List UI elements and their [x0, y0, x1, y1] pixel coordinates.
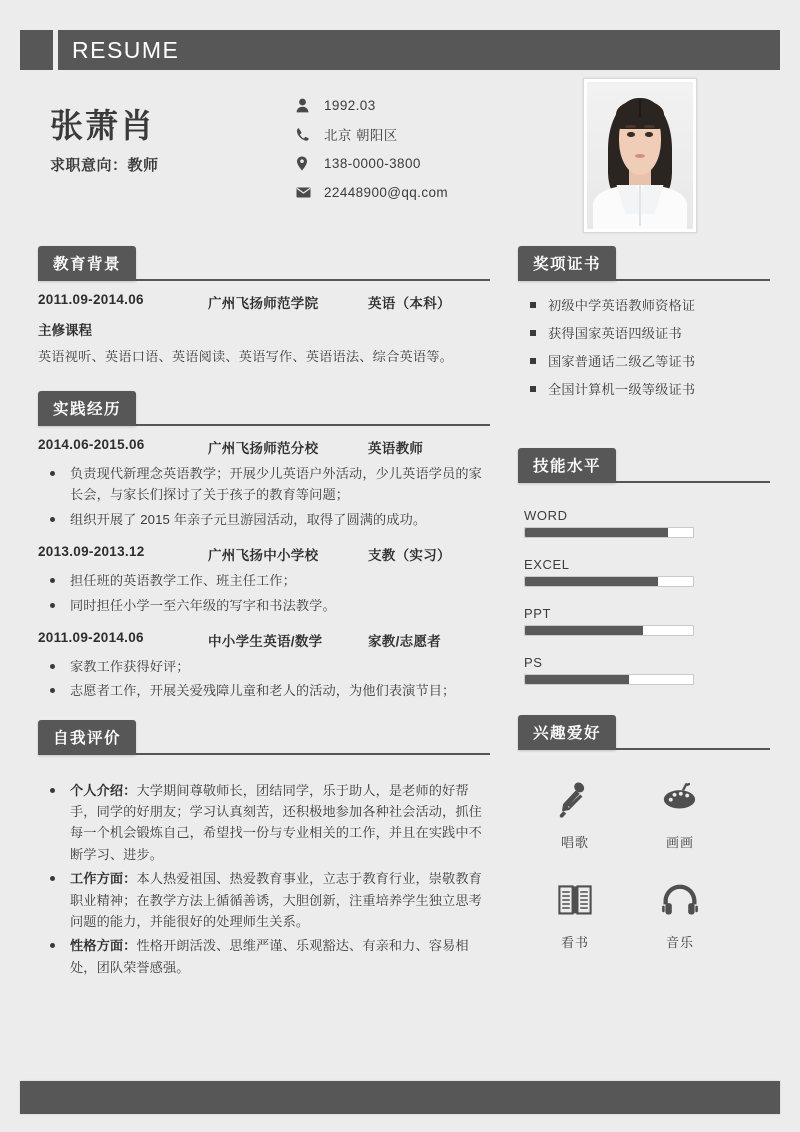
list-item: 初级中学英语教师资格证: [518, 296, 770, 315]
experience-bullet-list: [38, 656, 490, 702]
education-major: 英语（本科）: [368, 296, 451, 311]
experience-organization: 广州飞扬师范分校: [208, 441, 319, 456]
experience-entry: [38, 544, 490, 616]
education-organization: 广州飞扬师范学院: [208, 296, 319, 311]
skill-label: WORD: [524, 507, 568, 523]
experience-role: 支教（实习）: [368, 548, 451, 564]
section-badge-label: 教育背景: [38, 246, 136, 281]
section-badge-label: 奖项证书: [518, 246, 616, 281]
contact-value: 1992.03: [324, 97, 376, 113]
avatar: [587, 82, 693, 229]
skill-progress-fill: [525, 626, 643, 635]
header-bar: [20, 30, 780, 70]
skill-progress-track: [524, 527, 694, 538]
evaluation-label: 性格方面：: [70, 938, 137, 954]
experience-date: 2013.09-2013.12: [38, 544, 145, 560]
hobby-item-reading: [532, 877, 618, 951]
section-heading-self-evaluation: [38, 720, 490, 758]
footer-bar: [20, 1081, 780, 1114]
skill-progress-track: [524, 625, 694, 636]
experience-entry: [38, 437, 490, 530]
header-accent-block: [20, 30, 53, 70]
skill-label: PS: [524, 654, 543, 670]
hobby-label: 画画: [665, 834, 694, 850]
list-item: 负责现代新理念英语教学；开展少儿英语户外活动，少儿英语学员的家长会，与家长们探讨了关于孩子的教育等问题；: [38, 463, 490, 506]
skill-progress-track: [524, 674, 694, 685]
section-heading-awards: [518, 246, 770, 284]
list-item: [38, 780, 490, 866]
experience-entry: [38, 630, 490, 702]
skill-item-ppt: [524, 606, 770, 636]
envelope-icon: [296, 183, 318, 201]
evaluation-label: 个人介绍：: [70, 782, 137, 798]
right-column: [518, 246, 770, 951]
list-item: 担任班的英语教学工作、班主任工作；: [38, 570, 490, 591]
skill-item-word: [524, 508, 770, 538]
section-awards: [518, 246, 770, 400]
section-education: [38, 246, 490, 365]
section-heading-education: [38, 246, 490, 284]
skill-progress-fill: [525, 528, 668, 537]
education-entry-row: [38, 292, 490, 312]
section-self-evaluation: [38, 720, 490, 978]
education-courses-text: 英语视听、英语口语、英语阅读、英语写作、英语语法、综合英语等。: [38, 349, 454, 364]
location-pin-icon: [296, 154, 318, 172]
list-item: 志愿者工作，开展关爱残障儿童和老人的活动，为他们表演节目；: [38, 680, 490, 701]
candidate-name: 张萧肖: [50, 107, 155, 144]
education-courses-label: 主修课程: [38, 323, 92, 338]
person-icon: [296, 96, 318, 114]
experience-entry-row: [38, 437, 490, 457]
experience-role: 家教/志愿者: [368, 633, 442, 649]
skill-label: EXCEL: [524, 556, 570, 572]
section-heading-skills: [518, 448, 770, 486]
hobby-label: 看书: [560, 934, 589, 950]
experience-date: 2011.09-2014.06: [38, 629, 144, 645]
list-item: [38, 935, 490, 978]
microphone-icon: [557, 777, 593, 823]
section-badge-label: 实践经历: [38, 391, 136, 426]
experience-organization: 广州飞扬中小学校: [208, 548, 319, 564]
section-badge-label: 自我评价: [38, 720, 136, 755]
experience-organization: 中小学生英语/数学: [208, 633, 323, 649]
hobby-label: 音乐: [665, 934, 694, 950]
hobby-item-music: [637, 877, 723, 951]
page-title: RESUME: [72, 36, 180, 63]
hobby-label: 唱歌: [560, 834, 589, 850]
section-badge-label: 兴趣爱好: [518, 715, 616, 750]
section-badge-label: 技能水平: [518, 448, 616, 483]
skill-item-ps: [524, 655, 770, 685]
book-icon: [557, 877, 593, 923]
skill-progress-track: [524, 576, 694, 587]
contact-value: 138-0000-3800: [324, 155, 421, 171]
contact-value: 22448900@qq.com: [324, 184, 449, 200]
profile-photo-frame: [583, 78, 697, 233]
evaluation-label: 工作方面：: [70, 871, 137, 887]
section-heading-hobbies: [518, 715, 770, 753]
self-evaluation-list: [38, 780, 490, 978]
awards-list: [518, 296, 770, 400]
skill-item-excel: [524, 557, 770, 587]
hobby-grid: [518, 777, 742, 951]
left-column: [38, 246, 490, 981]
list-item: 同时担任小学一至六年级的写字和书法教学。: [38, 595, 490, 616]
list-item: 组织开展了 2015 年亲子元旦游园活动，取得了圆满的成功。: [38, 509, 490, 530]
list-item: 获得国家英语四级证书: [518, 324, 770, 343]
profile-header: [0, 78, 800, 238]
hobby-item-singing: [532, 777, 618, 851]
palette-icon: [660, 777, 700, 823]
section-heading-experience: [38, 391, 490, 429]
list-item: 家教工作获得好评；: [38, 656, 490, 677]
section-skills: [518, 448, 770, 685]
evaluation-text: 性格开朗活泼、思维严谨、乐观豁达、有亲和力、容易相处，团队荣誉感强。: [70, 938, 469, 975]
experience-entry-row: [38, 630, 490, 650]
header-title-bar: [58, 30, 780, 70]
experience-date: 2014.06-2015.06: [38, 437, 145, 452]
evaluation-text: 本人热爱祖国、热爱教育事业，立志于教育行业，崇敬教育职业精神；在教学方法上循循善诱，大胆创新，注重培养学生独立思考问题的能力，并能很好的处理师生关系。: [70, 871, 482, 929]
contact-value: 北京 朝阳区: [324, 128, 398, 143]
experience-bullet-list: [38, 570, 490, 616]
job-target: 求职意向：教师: [50, 157, 159, 174]
skill-progress-fill: [525, 577, 658, 586]
contact-list: [296, 92, 546, 208]
section-hobbies: [518, 715, 770, 951]
contact-item-email: [296, 179, 546, 205]
contact-item-birthdate: [296, 92, 546, 118]
section-experience: [38, 391, 490, 702]
skill-list: [518, 508, 770, 685]
phone-icon: [296, 125, 318, 143]
list-item: [38, 868, 490, 932]
list-item: 全国计算机一级等级证书: [518, 380, 770, 399]
experience-role: 英语教师: [368, 441, 424, 456]
experience-entry-row: [38, 544, 490, 564]
education-date: 2011.09-2014.06: [38, 292, 144, 307]
evaluation-text: 大学期间尊敬师长，团结同学，乐于助人，是老师的好帮手，同学的好朋友；学习认真刻苦，还积极地参加各种社会活动，抓住每一个机会锻炼自己，希望找一份与专业相关的工作，并且在实践中不断学习、进步。: [70, 782, 482, 862]
hobby-item-painting: [637, 777, 723, 851]
contact-item-location-city: [296, 121, 546, 147]
list-item: 国家普通话二级乙等证书: [518, 352, 770, 371]
contact-item-phone-number: [296, 150, 546, 176]
headphones-icon: [660, 877, 700, 923]
skill-progress-fill: [525, 675, 629, 684]
experience-bullet-list: [38, 463, 490, 530]
skill-label: PPT: [524, 605, 552, 621]
